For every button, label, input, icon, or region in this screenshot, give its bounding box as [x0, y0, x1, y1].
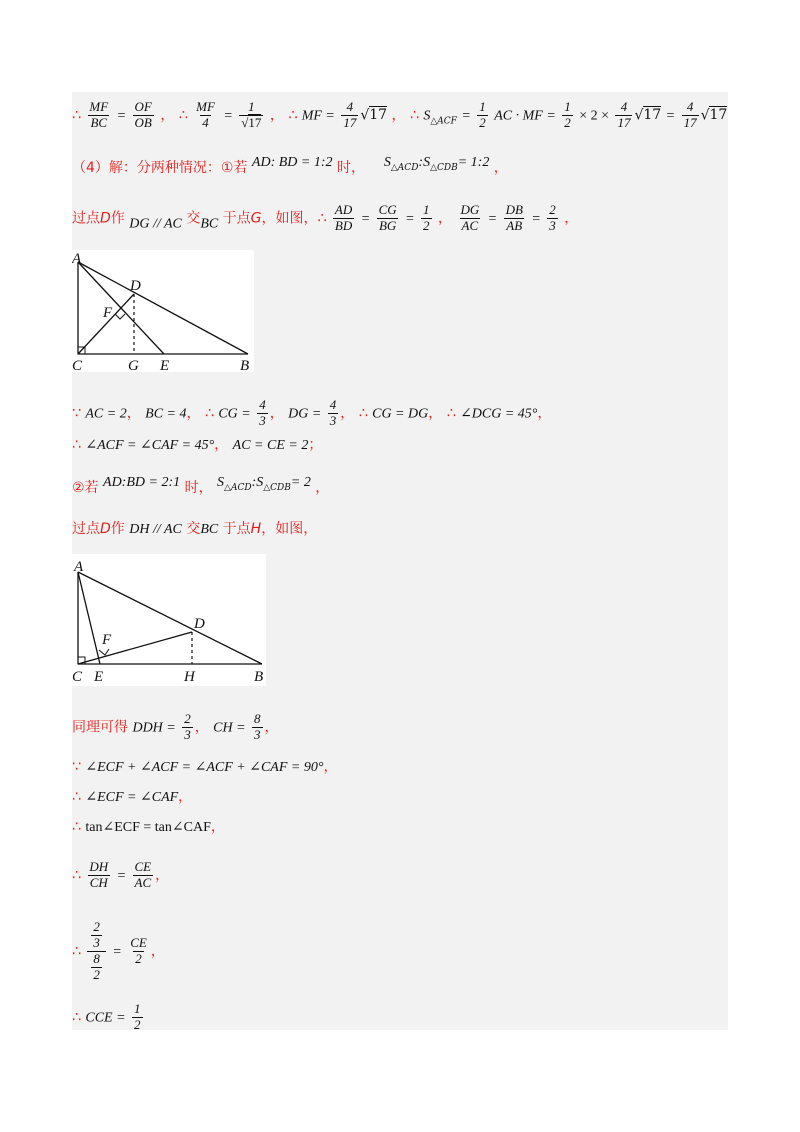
construction-line-1: 过点D作 DG // AC 交BC 于点G，如图，∴ $\frac{AD}{BD}$ = $\frac{CG}{BG}$ = $\frac{1}{2}$ ， $\frac{DG}{AC}$ = $\frac{DB}{AB}$ = $\frac{2}{3}$ ， — [72, 202, 579, 233]
equation-line-4: ∵ AC = 2， BC = 4， ∴ CG = $\frac{4}{3}$ ， DG = $\frac{4}{3}$ ， ∴ CG = DG， ∴ ∠DCG = 45°， — [72, 397, 552, 428]
case-2-intro: ②若 AD:BD = 2:1 时， $S^{\triangle ACD}:S^{\triangle CDB}= 2$ ， — [72, 475, 330, 496]
complex-fraction: $\frac{\frac{2}{3}}{\frac{8}{2}}$ — [87, 920, 106, 983]
triangle-diagram-2 — [72, 554, 266, 686]
fraction-mf-4: $\frac{MF}{4}$ — [196, 99, 215, 130]
point-label: D — [130, 278, 141, 294]
point-label: F — [103, 305, 113, 321]
triangle-diagram-1 — [72, 250, 254, 372]
case-intro-text: （4）解：分两种情况：①若 — [72, 160, 248, 176]
point-label: A — [74, 559, 84, 575]
point-label: C — [72, 358, 83, 372]
point-label: D — [194, 616, 205, 632]
equation-line-11: ∴ tan∠ECF = tan∠CAF， — [72, 819, 225, 835]
equation-line-12: ∴ $\frac{DH}{CH}$ = $\frac{CE}{AC}$ ， — [72, 859, 170, 890]
point-label: F — [102, 632, 112, 648]
point-label: C — [72, 669, 83, 685]
point-label: E — [160, 358, 170, 372]
case-1-intro: （4）解：分两种情况：①若 AD: BD = 1:2 时， $S^{\triangle ACD}:S^{\triangle CDB}=$ 1:2 ， — [72, 155, 508, 176]
equation-line-10: ∴ ∠ECF = ∠CAF， — [72, 789, 193, 805]
point-label: E — [94, 669, 104, 685]
equation-line-13: ∴ $\frac{\frac{2}{3}}{\frac{8}{2}}$ = $\frac{CE}{2}$ ， — [72, 919, 165, 982]
fraction-mf-bc: $\frac{MF}{BC}$ — [89, 99, 109, 130]
fraction-1-sqrt17: $\frac{1}{√17}$ — [241, 99, 262, 130]
equation-line-5: ∴ ∠ACF = ∠CAF = 45°， AC = CE = 2； — [72, 437, 323, 453]
geometry-figure-1 — [72, 250, 254, 372]
point-label: B — [240, 358, 250, 372]
point-label: H — [184, 669, 195, 685]
point-label: B — [254, 669, 264, 685]
point-label: A — [72, 251, 82, 267]
construction-line-2: 过点D作 DH // AC 交BC 于点H，如图， — [72, 521, 318, 537]
fraction-4-17: $\frac{4}{17}$ — [343, 99, 357, 130]
geometry-figure-2 — [72, 554, 266, 686]
equation-line-14: ∴ CCE = $\frac{1}{2}$ — [72, 1001, 141, 1032]
point-label: G — [128, 358, 139, 372]
equation-line-8: 同理可得 DDH = $\frac{2}{3}$ ， CH = $\frac{8}{3}$ ， — [72, 711, 279, 742]
equation-line-9: ∵ ∠ECF + ∠ACF = ∠ACF + ∠CAF = 90°， — [72, 759, 338, 775]
equation-line-1: ∴ $\frac{MF}{BC}$ = $\frac{OF}{OB}$ ， ∴ $\frac{MF}{4}$ = $\frac{1}{√17}$ ， ∴ MF = $\frac{4}{17}$ √17 ， ∴ $S_{\triangle ACF}$ = $\frac{1}{2}$ AC · MF = $\frac{1}{2}$ × 2 × $\frac{4}{17}$ √17 = $\frac{4}{17}$ √17 — [72, 99, 728, 130]
fraction-of-ob: $\frac{OF}{OB}$ — [134, 99, 152, 130]
therefore-symbol: ∴ — [72, 107, 81, 124]
